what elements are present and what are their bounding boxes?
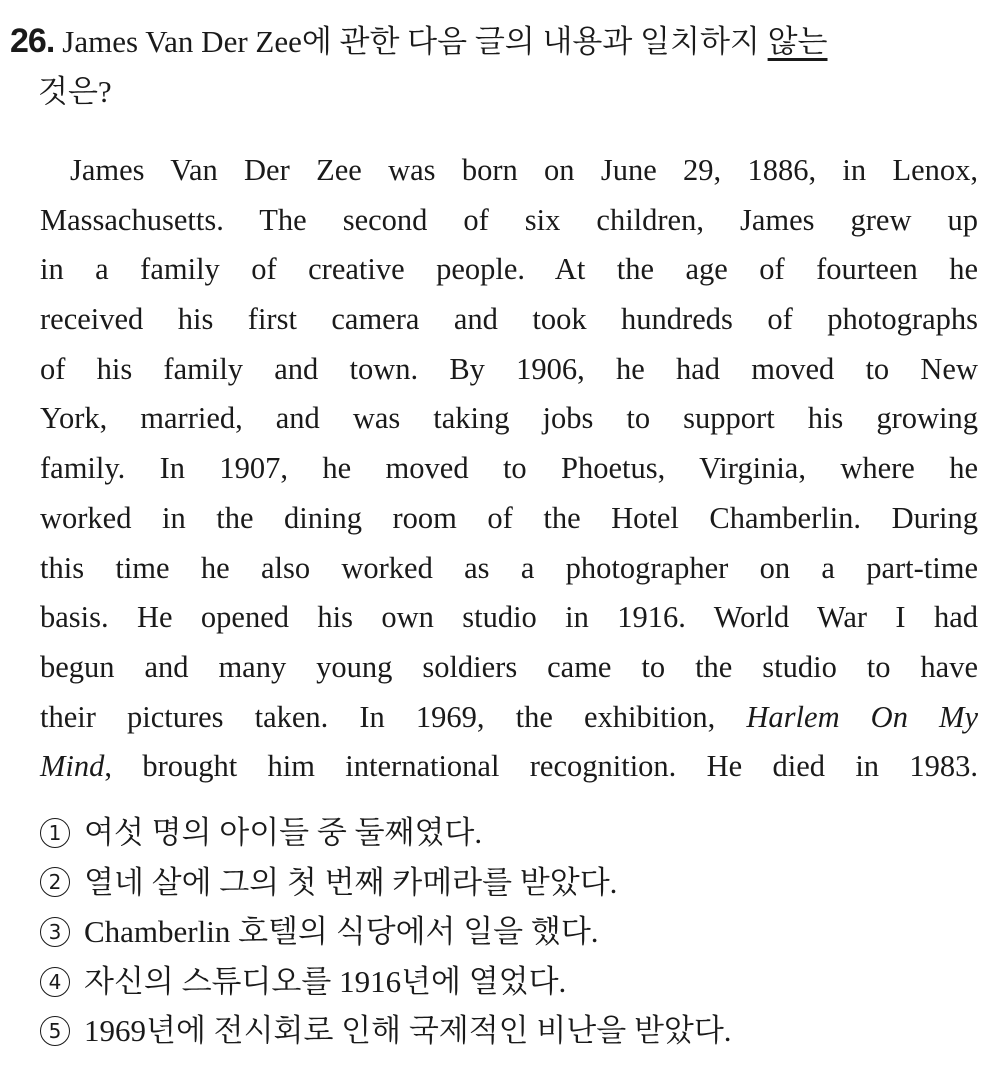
exhibition-title: Harlem On My <box>746 699 979 734</box>
reading-passage <box>40 146 978 792</box>
question-number: 26. <box>10 22 55 60</box>
exhibition-title-cont: Mind <box>40 749 105 784</box>
option-text: 1969년에 전시회로 인해 국제적인 비난을 받았다. <box>84 1013 732 1049</box>
option-text: 자신의 스튜디오를 1916년에 열었다. <box>84 963 567 999</box>
passage-line: Massachusetts. The second of six children, James grew up <box>40 202 978 237</box>
option-number-circle: 3 <box>40 917 70 947</box>
passage-line: of his family and town. By 1906, he had moved to New <box>40 351 978 386</box>
answer-options <box>40 808 978 1056</box>
question-emphasis: 않는 <box>767 24 828 59</box>
option-text: 여섯 명의 아이들 중 둘째였다. <box>84 815 483 850</box>
question-prefix: James Van Der Zee에 관한 다음 글의 내용과 일치하지 <box>62 24 768 59</box>
question-suffix: 것은? <box>38 74 112 109</box>
option-number-circle: 4 <box>40 967 70 997</box>
passage-line: in a family of creative people. At the age of fourteen he <box>40 252 978 287</box>
passage-line: received his first camera and took hundreds of photographs <box>40 302 978 337</box>
question-line-2 <box>10 67 978 117</box>
answer-option-2[interactable] <box>40 858 978 908</box>
passage-line: this time he also worked as a photographer on a part-time <box>40 550 978 585</box>
passage-line: begun and many young soldiers came to the studio to have <box>40 649 978 684</box>
answer-option-5[interactable] <box>40 1006 978 1056</box>
passage-text: , brought him international recognition. He died in 1983. <box>104 749 978 784</box>
passage-line: worked in the dining room of the Hotel Chamberlin. During <box>40 500 978 535</box>
option-text: Chamberlin 호텔의 식당에서 일을 했다. <box>84 914 599 950</box>
passage-line-12 <box>40 693 978 743</box>
answer-option-3[interactable] <box>40 907 978 957</box>
passage-line: basis. He opened his own studio in 1916. World War I had <box>40 600 978 635</box>
question-line-1 <box>10 16 978 67</box>
option-text: 열네 살에 그의 첫 번째 카메라를 받았다. <box>84 864 618 900</box>
passage-text: their pictures taken. In 1969, the exhibition, <box>40 699 747 734</box>
passage-line: family. In 1907, he moved to Phoetus, Virginia, where he <box>40 451 978 486</box>
passage-line: James Van Der Zee was born on June 29, 1886, in Lenox, <box>70 153 978 187</box>
passage-line: York, married, and was taking jobs to support his growing <box>40 401 978 436</box>
option-number-circle: 2 <box>40 867 70 897</box>
answer-option-1[interactable] <box>40 808 978 858</box>
answer-option-4[interactable] <box>40 957 978 1007</box>
option-number-circle: 5 <box>40 1016 70 1046</box>
passage-line-13 <box>40 742 978 792</box>
question-stem <box>10 16 978 117</box>
option-number-circle: 1 <box>40 818 70 848</box>
